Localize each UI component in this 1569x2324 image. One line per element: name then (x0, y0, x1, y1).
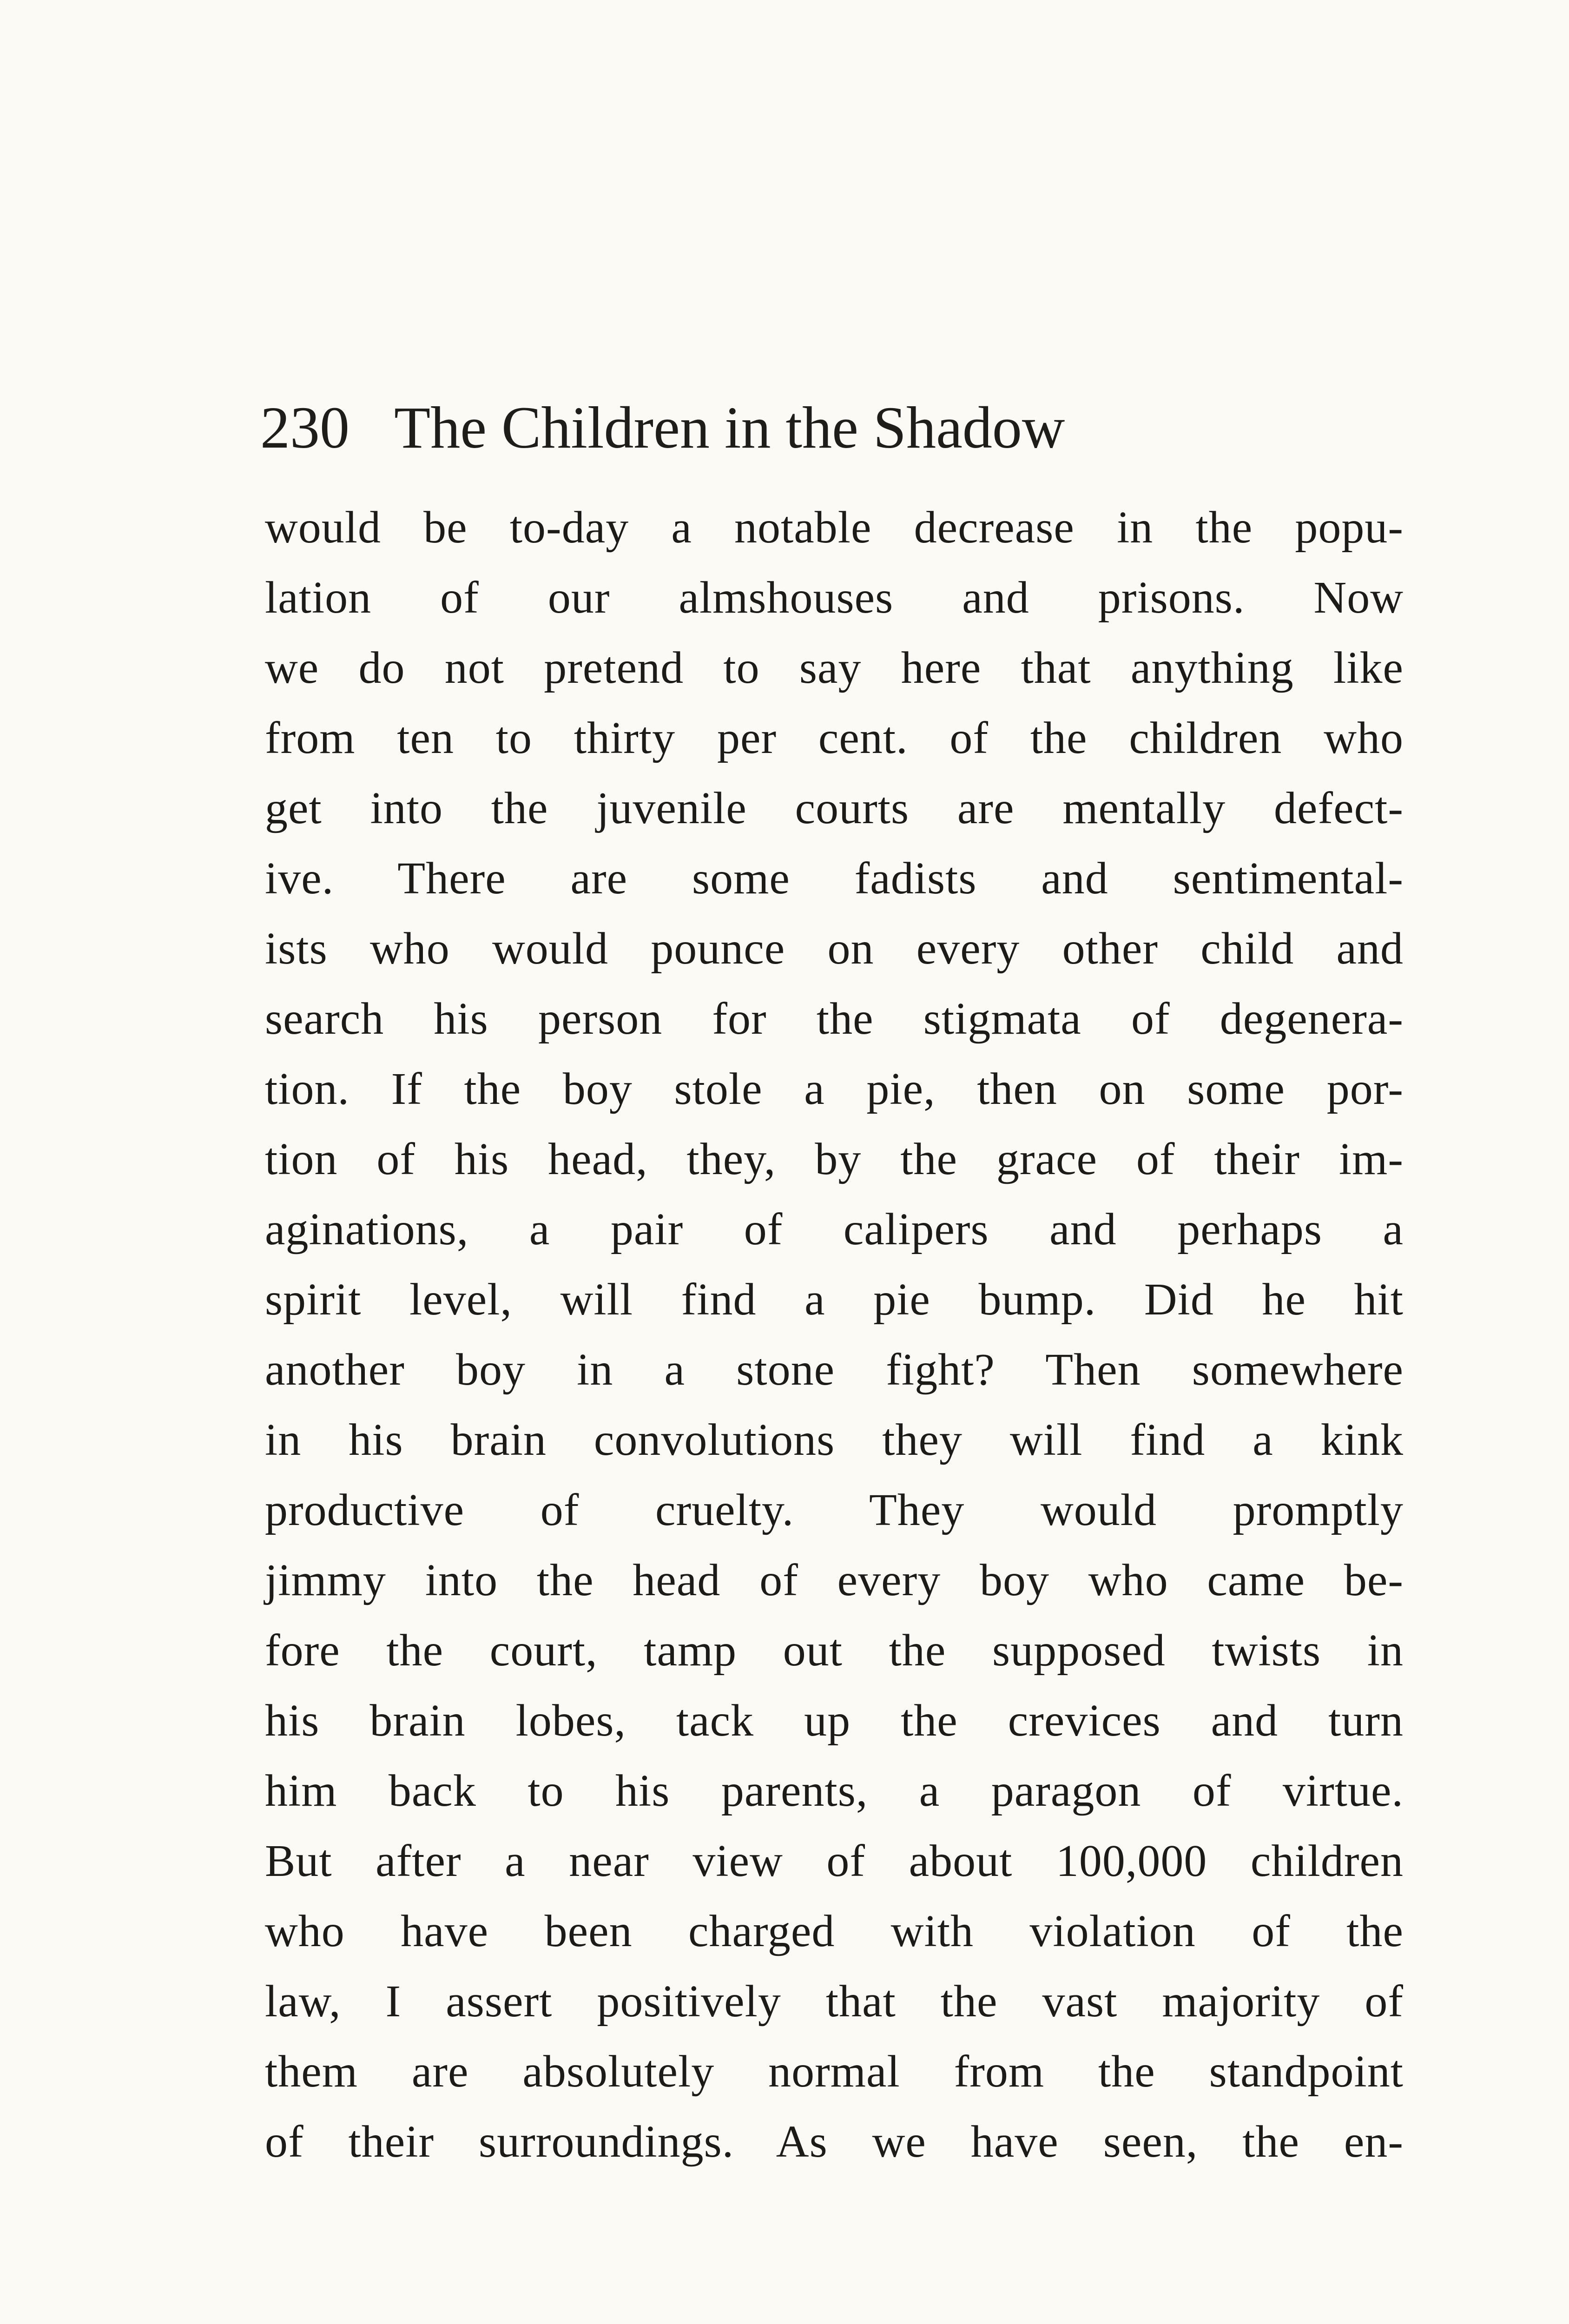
body-line: spirit level, will find a pie bump. Did he hit (265, 1274, 1404, 1325)
body-line: tion of his head, they, by the grace of their im- (265, 1134, 1404, 1184)
body-line: productive of cruelty. They would promptly (265, 1485, 1404, 1535)
body-line: ive. There are some fadists and sentimental- (265, 853, 1404, 904)
body-text (265, 493, 1404, 2177)
body-line: aginations, a pair of calipers and perhaps a (265, 1204, 1404, 1254)
body-line: tion. If the boy stole a pie, then on some por- (265, 1064, 1404, 1114)
body-line: we do not pretend to say here that anything like (265, 643, 1404, 693)
body-line: in his brain convolutions they will find a kink (265, 1415, 1404, 1465)
body-line: who have been charged with violation of the (265, 1906, 1404, 1956)
body-line: lation of our almshouses and prisons. Now (265, 573, 1404, 623)
body-line: search his person for the stigmata of degenera- (265, 994, 1404, 1044)
page-number: 230 (260, 395, 349, 461)
body-line: fore the court, tamp out the supposed twists in (265, 1625, 1404, 1676)
body-line: would be to-day a notable decrease in the popu- (265, 502, 1404, 553)
body-line: jimmy into the head of every boy who came be- (265, 1555, 1404, 1605)
body-line: him back to his parents, a paragon of virtue. (265, 1766, 1404, 1816)
body-line: get into the juvenile courts are mentally defect- (265, 783, 1404, 833)
body-line: them are absolutely normal from the standpoint (265, 2047, 1404, 2097)
body-line: from ten to thirty per cent. of the children who (265, 713, 1404, 763)
running-head (260, 386, 1408, 469)
body-line: of their surroundings. As we have seen, the en- (265, 2117, 1404, 2167)
body-line: another boy in a stone fight? Then somewhere (265, 1345, 1404, 1395)
body-line: ists who would pounce on every other child and (265, 924, 1404, 974)
body-line: But after a near view of about 100,000 children (265, 1836, 1404, 1886)
running-title: The Children in the Shadow (394, 395, 1065, 461)
body-line: law, I assert positively that the vast majority of (265, 1976, 1404, 2027)
body-line: his brain lobes, tack up the crevices and turn (265, 1696, 1404, 1746)
